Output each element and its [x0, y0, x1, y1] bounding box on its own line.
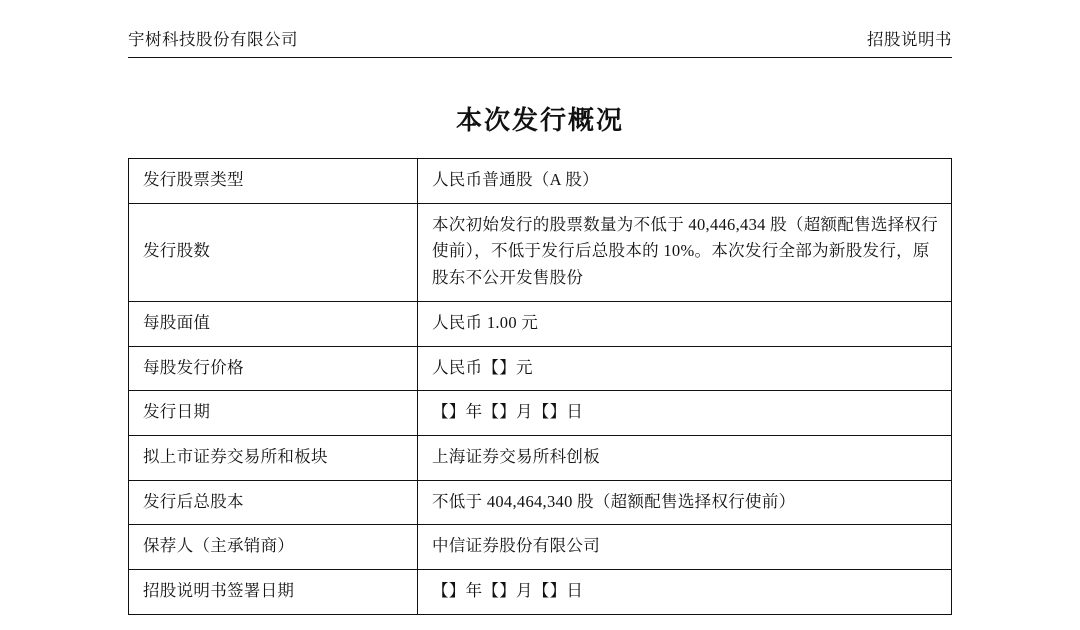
row-label: 保荐人（主承销商） [129, 525, 418, 570]
table-row [129, 346, 952, 391]
row-label: 发行后总股本 [129, 480, 418, 525]
table-row [129, 570, 952, 615]
row-value: 人民币 1.00 元 [418, 301, 952, 346]
row-label: 发行股数 [129, 203, 418, 301]
page-title: 本次发行概况 [455, 106, 624, 135]
row-label: 发行日期 [129, 391, 418, 436]
row-label: 每股发行价格 [129, 346, 418, 391]
row-value: 人民币普通股（A 股） [418, 159, 952, 204]
row-value: 【】年【】月【】日 [418, 391, 952, 436]
table-row [129, 301, 952, 346]
row-value: 人民币【】元 [418, 346, 952, 391]
offering-summary-table [128, 158, 952, 615]
table-row [129, 436, 952, 481]
table-row [129, 159, 952, 204]
table-row [129, 525, 952, 570]
row-label: 拟上市证券交易所和板块 [129, 436, 418, 481]
row-value: 【】年【】月【】日 [418, 570, 952, 615]
row-value: 上海证券交易所科创板 [418, 436, 952, 481]
table-row [129, 480, 952, 525]
running-header [128, 28, 952, 58]
row-label: 招股说明书签署日期 [129, 570, 418, 615]
table-row [129, 203, 952, 301]
header-company-name: 宇树科技股份有限公司 [128, 30, 298, 49]
table-row [129, 391, 952, 436]
row-label: 每股面值 [129, 301, 418, 346]
row-value: 中信证券股份有限公司 [418, 525, 952, 570]
row-value: 不低于 404,464,340 股（超额配售选择权行使前） [418, 480, 952, 525]
row-value: 本次初始发行的股票数量为不低于 40,446,434 股（超额配售选择权行使前），不低于发行后总股本的 10%。本次发行全部为新股发行，原股东不公开发售股份 [418, 203, 952, 301]
header-document-type: 招股说明书 [867, 30, 952, 49]
row-label: 发行股票类型 [129, 159, 418, 204]
